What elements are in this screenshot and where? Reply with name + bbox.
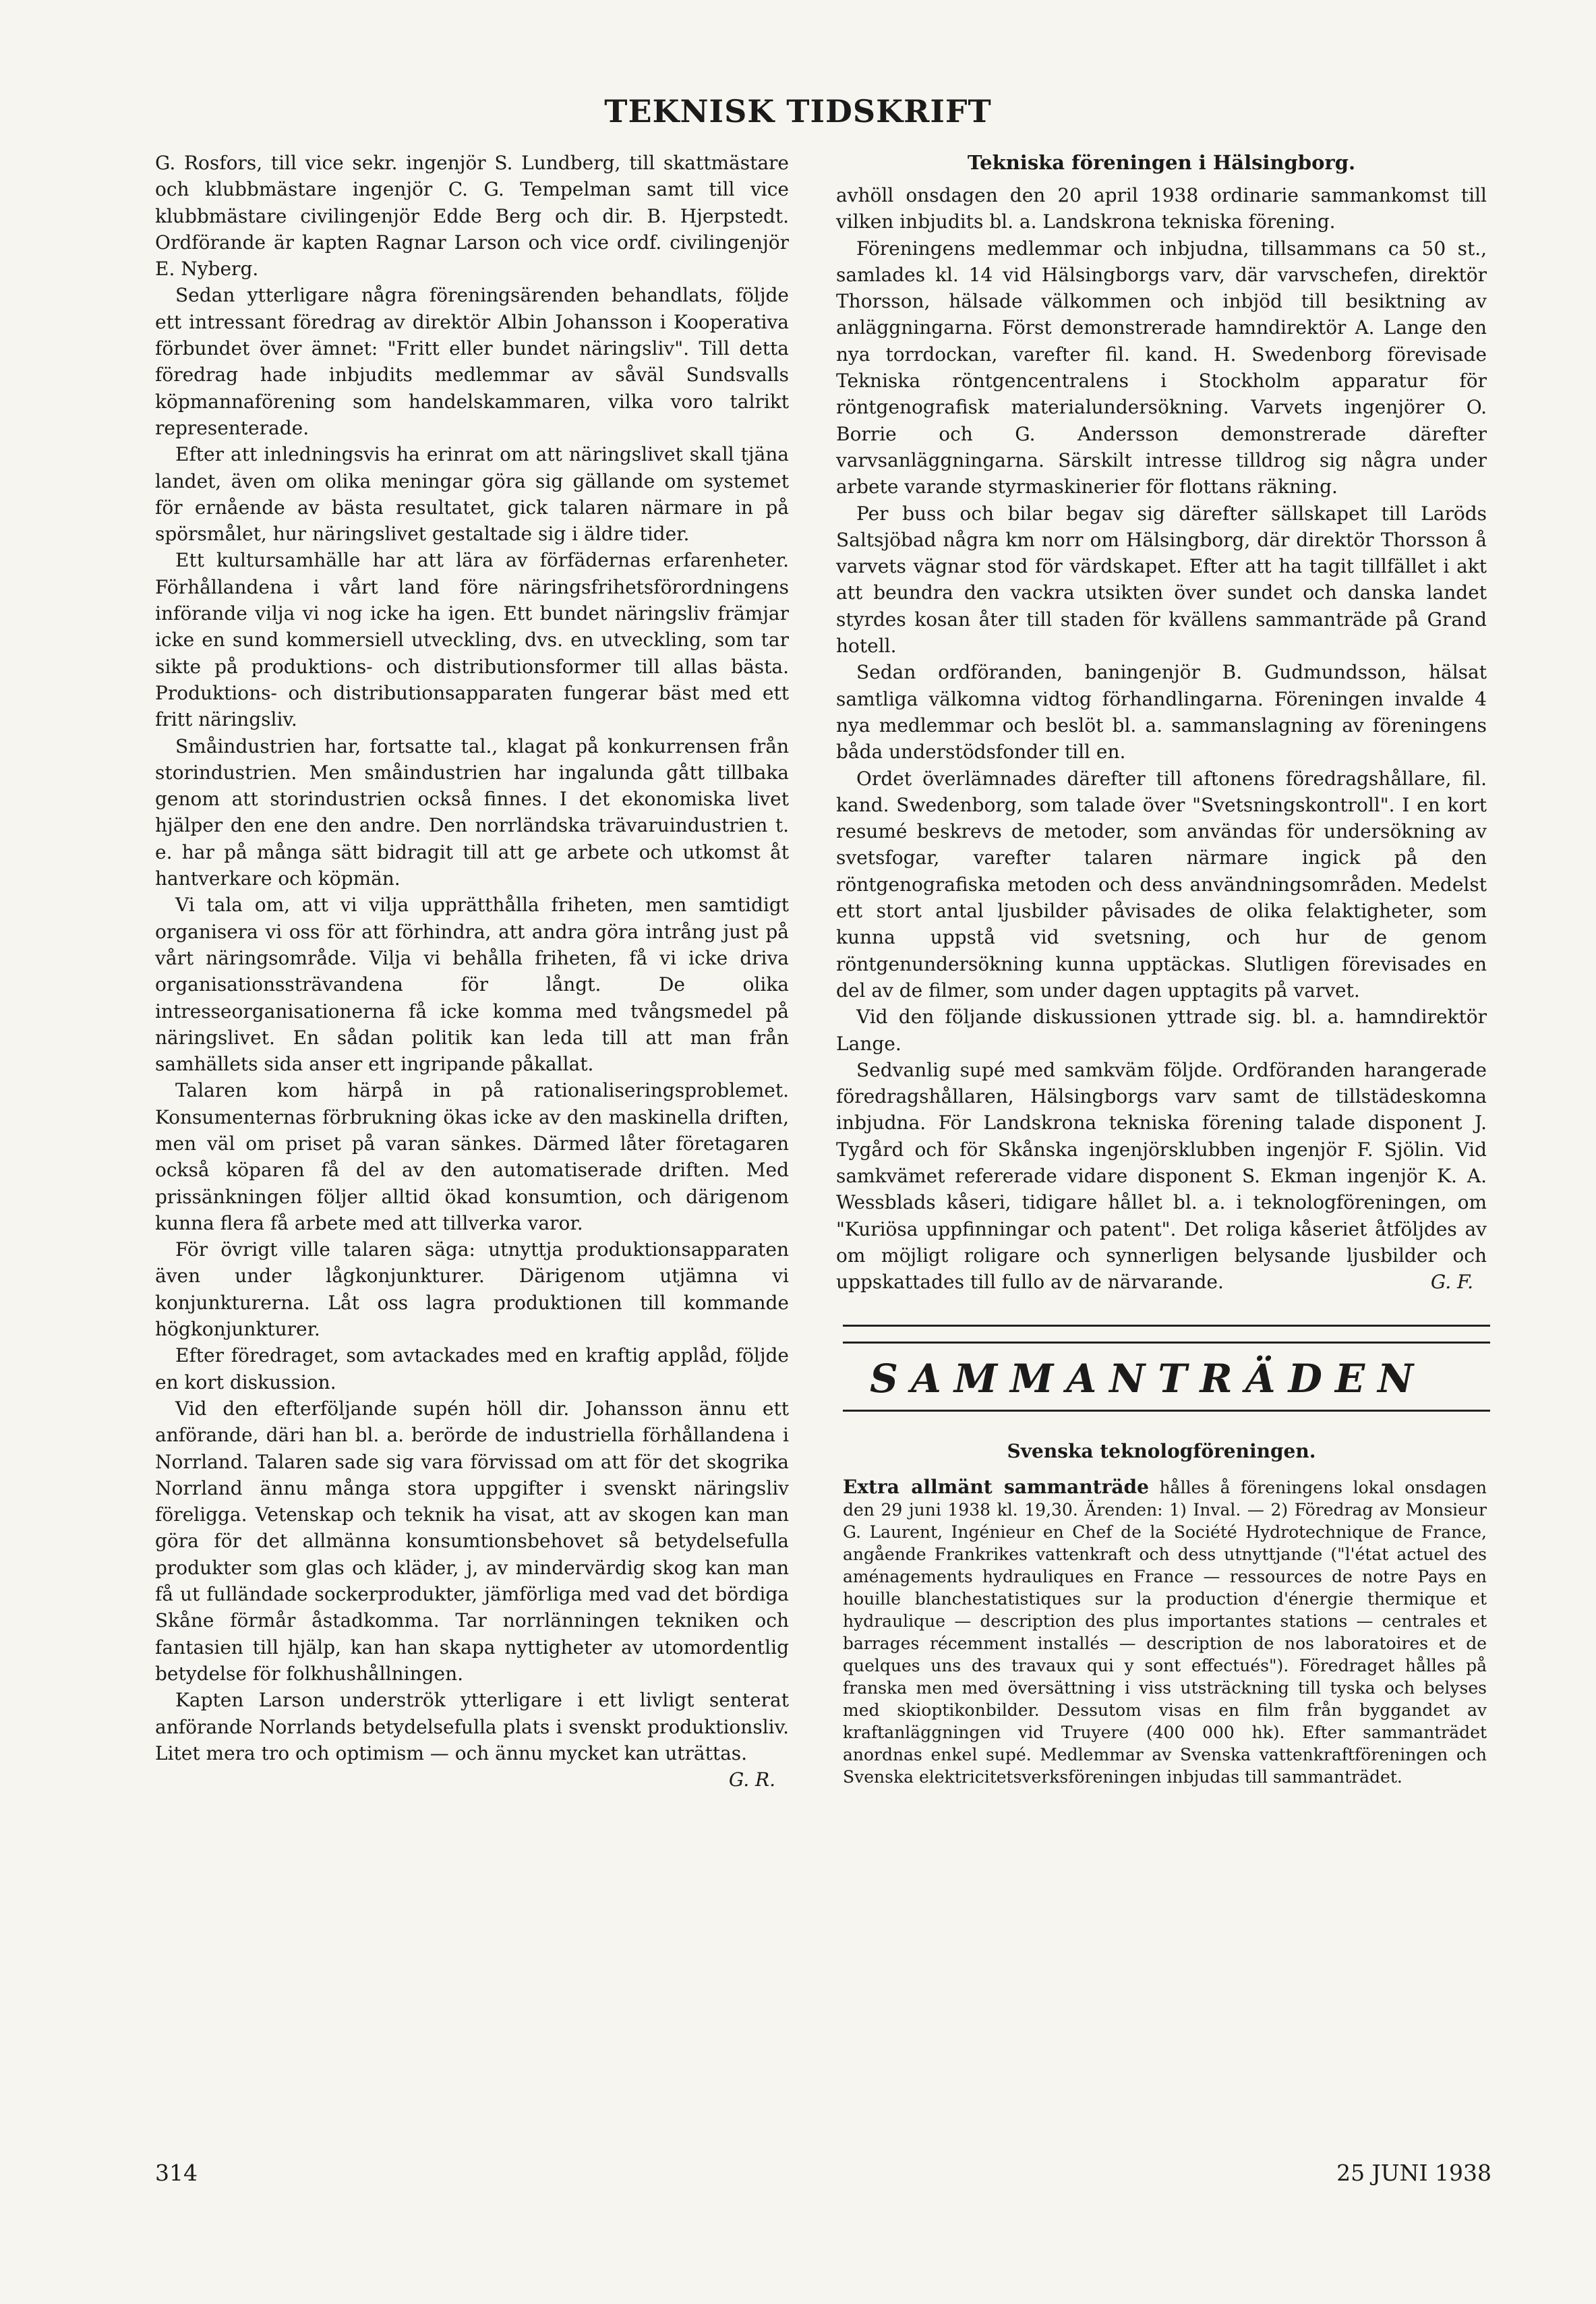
paragraph: Efter föredraget, som avtackades med en kraftig applåd, följde en kort diskussion.: [155, 1344, 789, 1393]
paragraph: [155, 1687, 789, 1791]
page-number: 314: [155, 2160, 198, 2186]
paragraph: Sedan ordföranden, baningenjör B. Gudmundsson, hälsat samtliga välkomna vidtog förhandlingarna. Föreningen invalde 4 nya medlemmar och beslöt bl. a. sammanslagning av föreningens båda understödsfonder till en.: [836, 661, 1487, 764]
author-signature: G. F.: [1430, 1271, 1473, 1294]
author-signature: G. R.: [728, 1768, 775, 1791]
paragraph: Föreningens medlemmar och inbjudna, tillsammans ca 50 st., samlades kl. 14 vid Hälsingborgs varv, där varvschefen, direktör Thorsson, hälsade välkommen och inbjöd till besiktning av anläggningarna. Först demonstrerade hamndirektör A. Lange den nya torrdockan, varefter fil. kand. H. Swedenborg förevisade Tekniska röntgencentralens i Stockholm apparatur för röntgenografisk materialundersökning. Varvets ingenjörer O. Borrie och G. Andersson demonstrerade därefter varvsanläggningarna. Särskilt intresse tilldrog sig några under arbete varande styrmaskinerier för flottans räkning.: [836, 237, 1487, 498]
paragraph: Efter att inledningsvis ha erinrat om att näringslivet skall tjäna landet, även om olika meningar göra sig gällande om systemet för ernående av bästa resultatet, gick talaren närmare in på spörsmålet, hur näringslivet gestaltade sig i äldre tider.: [155, 443, 789, 546]
paragraph: För övrigt ville talaren säga: utnyttja produktionsapparaten även under lågkonjunkturer. Därigenom utjämna vi konjunkturerna. Låt oss lagra produktionen till kommande högkonjunkturer.: [155, 1238, 789, 1341]
paragraph: avhöll onsdagen den 20 april 1938 ordinarie sammankomst till vilken inbjudits bl. a. Landskrona tekniska förening.: [836, 184, 1487, 233]
paragraph: Ett kultursamhälle har att lära av förfädernas erfarenheter. Förhållandena i vårt land före näringsfrihetsförordningens införande vilja vi nog icke ha igen. Ett bundet näringsliv främjar icke en sund kommersiell utveckling, dvs. en utveckling, som tar sikte på produktions- och distributionsformer till allas bästa. Produktions- och distributionsapparaten fungerar bäst med ett fritt näringsliv.: [155, 549, 789, 731]
section-heading: Tekniska föreningen i Hälsingborg.: [967, 151, 1356, 174]
right-column: [836, 150, 1487, 1788]
paragraph: Sedan ytterligare några föreningsärenden behandlats, följde ett intressant föredrag av direktör Albin Johansson i Kooperativa förbundet över ämnet: "Fritt eller bundet näringsliv". Till detta föredrag hade inbjudits medlemmar av såväl Sundsvalls köpmannaförening som handelskammaren, vilka voro talrikt representerade.: [155, 284, 789, 439]
left-column: [155, 150, 789, 1793]
paragraph-text: Sedvanlig supé med samkväm följde. Ordföranden harangerade föredragshållaren, Hälsingborgs varv samt de tillstädeskomna inbjudna. För Landskrona tekniska förening talade disponent J. Tygård och för Skånska ingenjörsklubben ingenjör F. Sjölin. Vid samkvämet refererade vidare disponent S. Ekman ingenjör K. A. Wessblads kåseri, tidigare hållet bl. a. i teknologföreningen, om "Kuriösa uppfinningar och patent". Det roliga kåseriet åtföljdes av om möjligt roligare och synnerligen belysande ljusbilder och uppskattades till fullo av de närvarande.: [836, 1058, 1487, 1294]
paragraph: G. Rosfors, till vice sekr. ingenjör S. Lundberg, till skattmästare och klubbmästare ingenjör C. G. Tempelman samt till vice klubbmästare civilingenjör Edde Berg och dir. B. Hjerpstedt. Ordförande är kapten Ragnar Larson och vice ordf. civilingenjör E. Nyberg.: [155, 152, 789, 281]
paragraph-text: Kapten Larson underströk ytterligare i ett livligt senterat anförande Norrlands betydelsefulla plats i svenskt produktionsliv. Litet mera tro och optimism — och ännu mycket kan uträttas.: [155, 1689, 789, 1764]
paragraph: [836, 1057, 1487, 1296]
issue-date: 25 JUNI 1938: [1336, 2160, 1491, 2186]
journal-masthead: TEKNISK TIDSKRIFT: [604, 93, 992, 129]
meeting-notice: [843, 1476, 1487, 1788]
paragraph: Småindustrien har, fortsatte tal., klagat på konkurrensen från storindustrien. Men småindustrien har ingalunda gått tillbaka genom att storindustrien också finnes. I det ekonomiska livet hjälper den ene den andre. Den norrländska trävaruindustrien t. e. har på många sätt bidragit till att ge arbete och utkomst åt hantverkare och köpmän.: [155, 735, 789, 890]
divider: [843, 1325, 1490, 1327]
notice-heading: Svenska teknologföreningen.: [1007, 1440, 1316, 1463]
paragraph: Vid den efterföljande supén höll dir. Johansson ännu ett anförande, däri han bl. a. berörde de industriella förhållandena i Norrland. Talaren sade sig vara förvissad om att för det skogrika Norrland ännu många stora uppgifter i svenskt näringsliv föreligga. Vetenskap och teknik ha visat, att av skogen kan man göra för det allmänna konsumtionsbehovet så betydelsefulla produkter som glas och kläder, j, av mindervärdig skog kan man få ut fulländade sockerprodukter, jämförliga med vad det bördiga Skåne förmår åstadkomma. Tar norrlänningen tekniken och fantasien till hjälp, kan han skapa nyttigheter av utomordentlig betydelse för folkhushållningen.: [155, 1397, 789, 1685]
paragraph: Per buss och bilar begav sig därefter sällskapet till Laröds Saltsjöbad några km norr om Hälsingborg, där direktör Thorsson å varvets vägnar stod för värdskapet. Efter att ha tagit tillfället i akt att beundra den vackra utsikten över sundet och danska landet styrdes kosan åter till staden för kvällens sammanträde på Grand hotell.: [836, 502, 1487, 658]
paragraph: Vid den följande diskussionen yttrade sig. bl. a. hamndirektör Lange.: [836, 1006, 1487, 1055]
paragraph: Vi tala om, att vi vilja upprätthålla friheten, men samtidigt organisera vi oss för att förhindra, att andra göra intrång just på vårt näringsområde. Vilja vi behålla friheten, få vi icke driva organisationssträvandena för långt. De olika intresseorganisationerna få icke komma med tvångsmedel på näringslivet. En sådan politik kan leda till att man från samhällets sida anser ett ingripande påkallat.: [155, 894, 789, 1076]
notice-body: hålles å föreningens lokal onsdagen den 29 juni 1938 kl. 19,30. Ärenden: 1) Inval. — 2) Föredrag av Monsieur G. Laurent, Ingénieur en Chef de la Société Hydrotechnique de France, angående Frankrikes vattenkraft och dess utnyttjande ("l'état actuel des aménagements hydrauliques en France — ressources de notre Pays en houille blanchestatistiques sur la production d'énergie thermique et hydraulique — description des plus importantes stations — centrales et barrages récemment installés — description de nos laboratoires et de quelques uns des travaux qui y sont effectués"). Föredraget hålles på franska men med översättning i viss utsträckning till tyska och belyses med skioptikonbilder. Dessutom visas en film från byggandet av kraftanläggningen vid Truyere (400 000 hk). Efter sammanträdet anordnas enkel supé. Medlemmar av Svenska vattenkraftföreningen och Svenska elektricitetsverksföreningen inbjudas till sammanträdet.: [843, 1478, 1487, 1787]
paragraph: Ordet överlämnades därefter till aftonens föredragshållare, fil. kand. Swedenborg, som talade över "Svetsningskontroll". I en kort resumé beskrevs de metoder, som användas för undersökning av svetsfogar, varefter talaren närmare ingick på den röntgenografiska metoden och dess användningsområden. Medelst ett stort antal ljusbilder påvisades de olika felaktigheter, som kunna uppstå vid svetsning, och hur de genom röntgenundersökning kunna upptäckas. Slutligen förevisades en del av de filmer, som under dagen upptagits på varvet.: [836, 767, 1487, 1002]
notice-lead: Extra allmänt sammanträde: [843, 1476, 1149, 1499]
paragraph: Talaren kom härpå in på rationaliseringsproblemet. Konsumenternas förbrukning ökas icke av den maskinella driften, men väl om priset på varan sänkes. Därmed låter företagaren också köparen få del av den automatiserade driften. Med prissänkningen följer alltid ökad konsumtion, och därigenom kunna flera få arbete med att tillverka varor.: [155, 1079, 789, 1234]
section-banner: SAMMANTRÄDEN: [843, 1342, 1490, 1412]
